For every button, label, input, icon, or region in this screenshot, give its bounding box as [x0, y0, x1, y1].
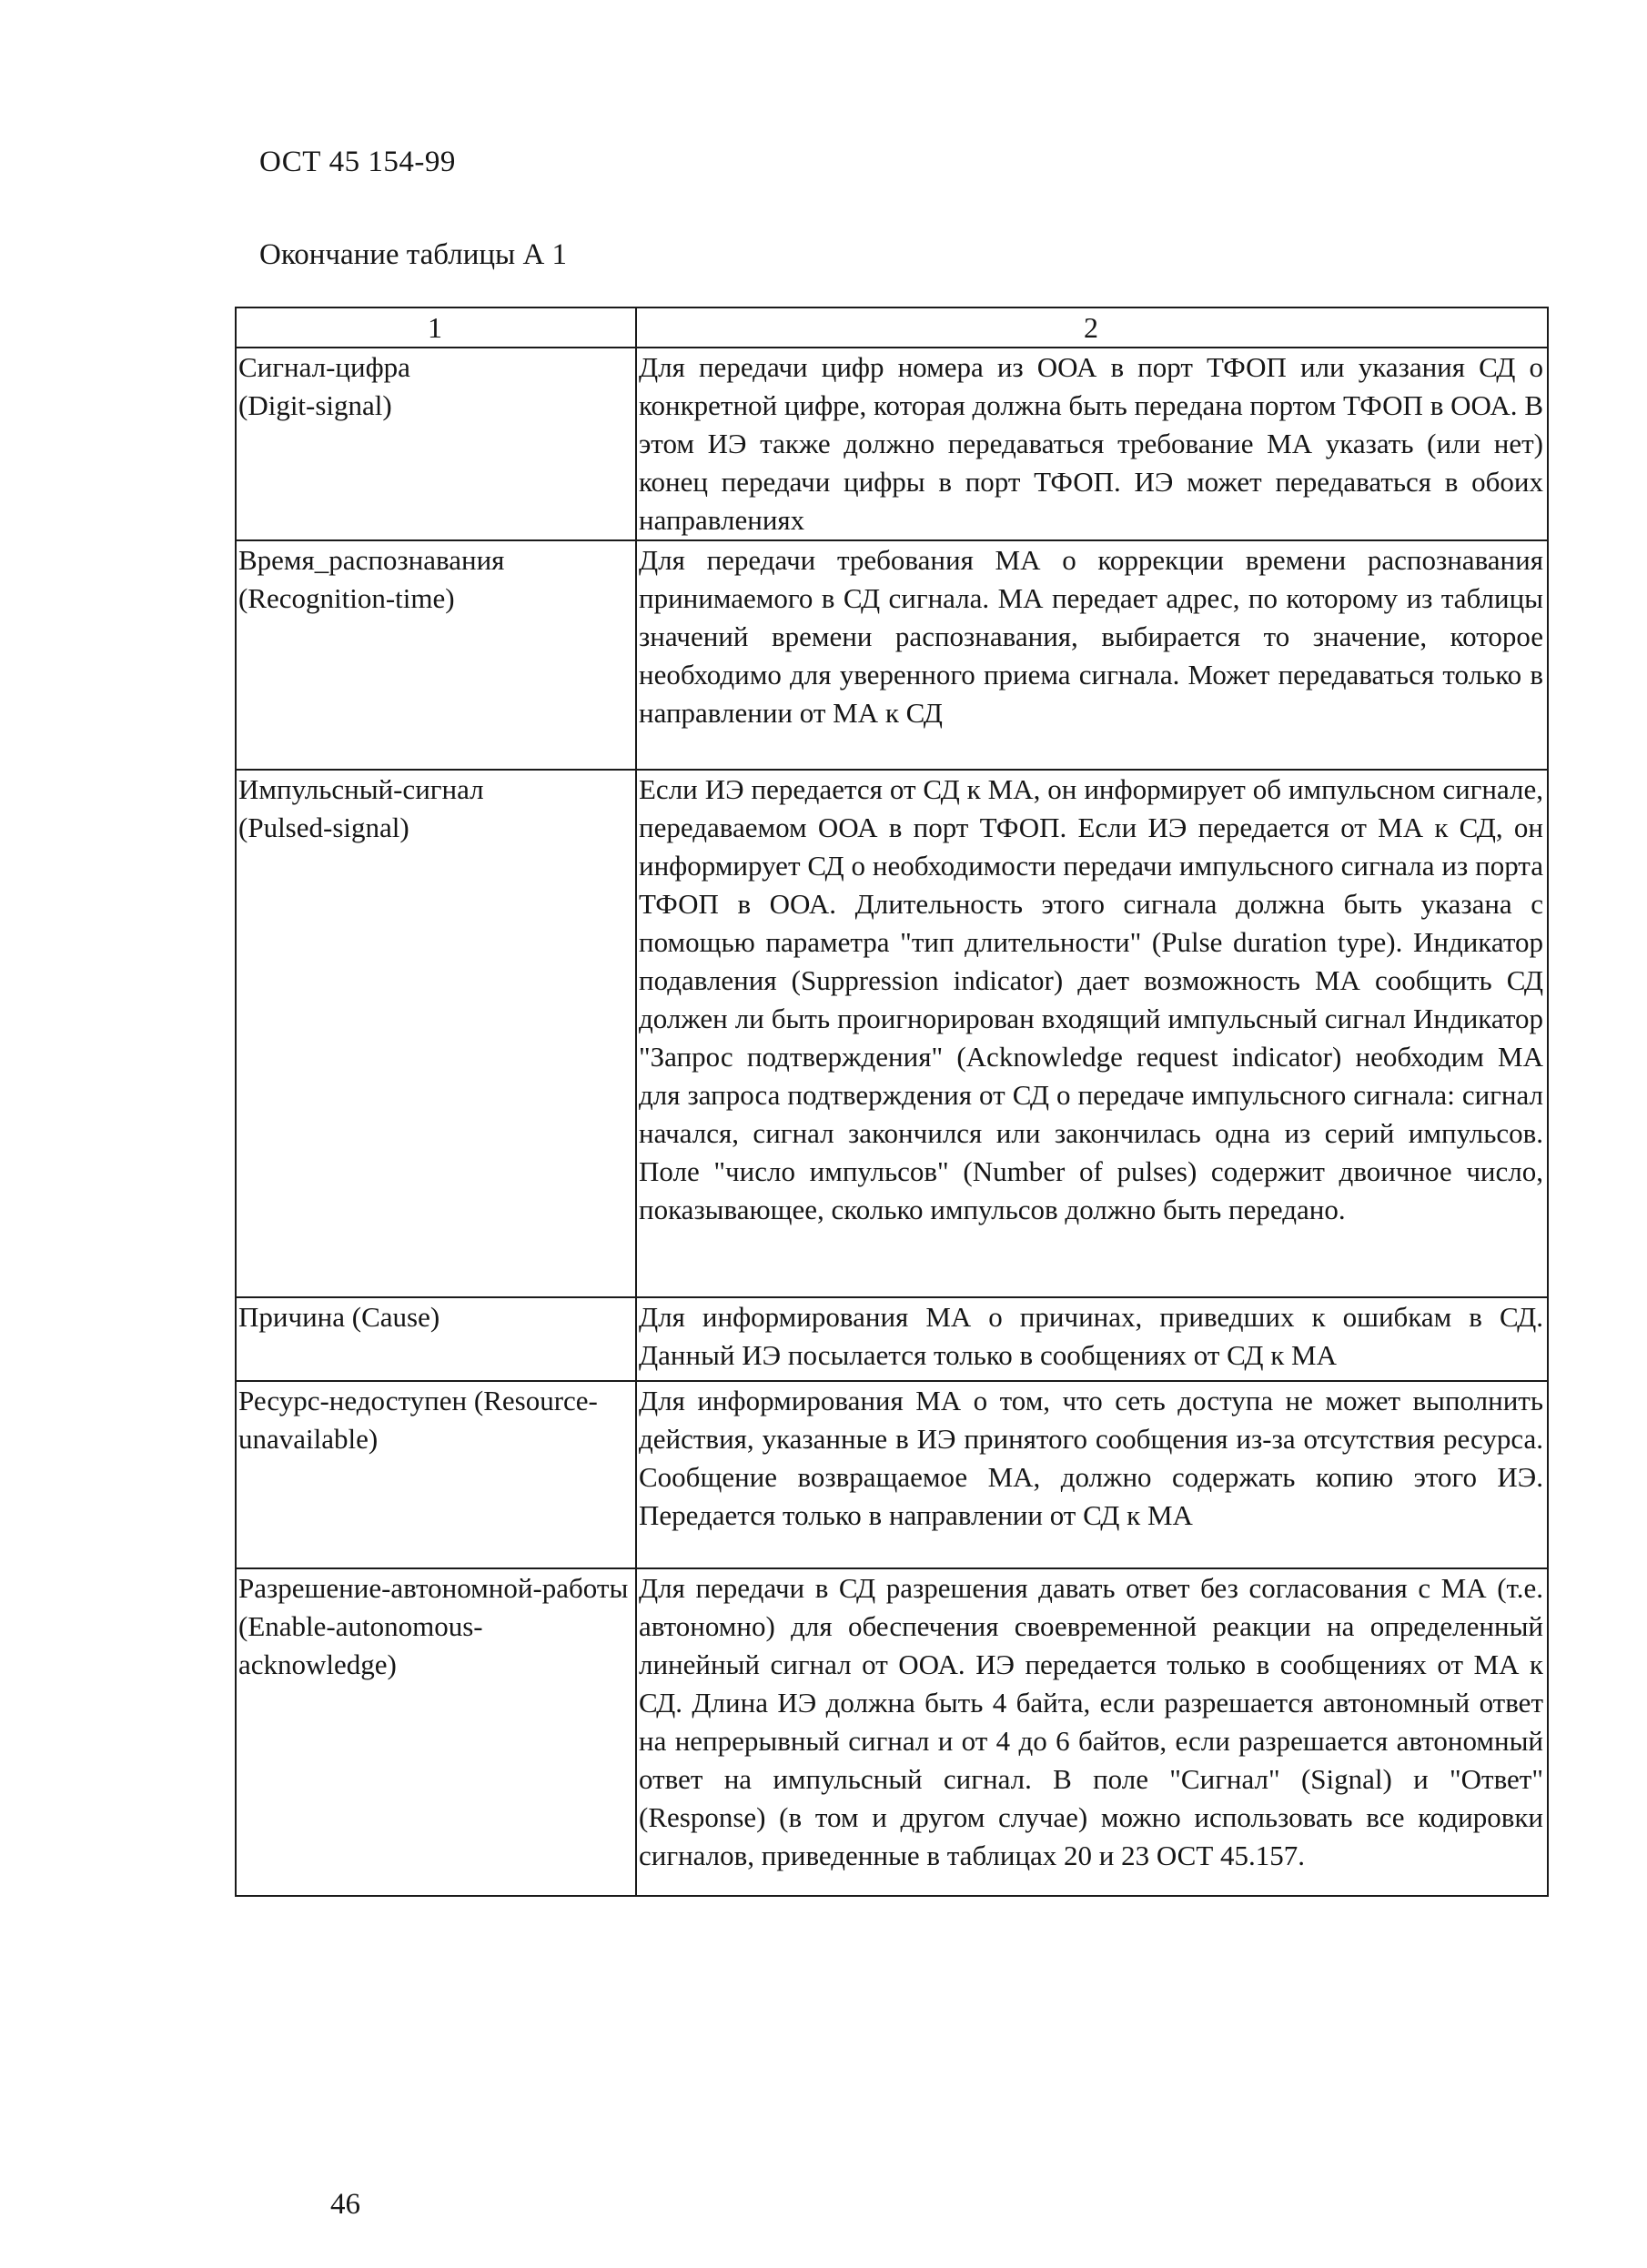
term-cell: Сигнал-цифра (Digit-signal): [236, 348, 636, 540]
term-cell: Ресурс-недоступен (Resource-unavailable): [236, 1381, 636, 1568]
column-header-1: 1: [236, 307, 636, 348]
document-code: ОСТ 45 154-99: [259, 146, 456, 178]
table-caption: Окончание таблицы А 1: [259, 238, 568, 271]
table-row: [236, 348, 1548, 540]
page-number: 46: [330, 2188, 360, 2221]
table-row: [236, 770, 1548, 1297]
table-row: [236, 1381, 1548, 1568]
term-cell: Импульсный-сигнал (Pulsed-signal): [236, 770, 636, 1297]
table-row: [236, 540, 1548, 770]
description-cell: Если ИЭ передается от СД к МА, он информирует об импульсном сигнале, передаваемом ООА в порт ТФОП. Если ИЭ передается от МА к СД, он информирует СД о необходимости передачи импульсного сигнала из порта ТФОП в ООА. Длительность этого сигнала должна быть указана с помощью параметра "тип длительности" (Pulse duration type). Индикатор подавления (Suppression indicator) дает возможность МА сообщить СД должен ли быть проигнорирован входящий импульсный сигнал Индикатор "Запрос подтверждения" (Acknowledge request indicator) необходим МА для запроса подтверждения от СД о передаче импульсного сигнала: сигнал начался, сигнал закончился или закончилась одна из серий импульсов. Поле "число импульсов" (Number of pulses) содержит двоичное число, показывающее, сколько импульсов должно быть передано.: [636, 770, 1548, 1297]
definitions-table: [235, 307, 1549, 1897]
description-cell: Для передачи в СД разрешения давать ответ без согласования с МА (т.е. автономно) для обеспечения своевременной реакции на определенный линейный сигнал от ООА. ИЭ передается только в сообщениях от МА к СД. Длина ИЭ должна быть 4 байта, если разрешается автономный ответ на непрерывный сигнал и от 4 до 6 байтов, если разрешается автономный ответ на импульсный сигнал. В поле "Сигнал" (Signal) и "Ответ" (Response) (в том и другом случае) можно использовать все кодировки сигналов, приведенные в таблицах 20 и 23 ОСТ 45.157.: [636, 1568, 1548, 1896]
table-row: [236, 1568, 1548, 1896]
term-cell: Разрешение-автономной-работы (Enable-autonomous-acknowledge): [236, 1568, 636, 1896]
term-cell: Время_распознавания (Recognition-time): [236, 540, 636, 770]
table-header-row: [236, 307, 1548, 348]
column-header-2: 2: [636, 307, 1548, 348]
table-row: [236, 1297, 1548, 1381]
description-cell: Для передачи требования МА о коррекции времени распознавания принимаемого в СД сигнала. МА передает адрес, по которому из таблицы значений времени распознавания, выбирается то значение, которое необходимо для уверенного приема сигнала. Может передаваться только в направлении от МА к СД: [636, 540, 1548, 770]
description-cell: Для информирования МА о том, что сеть доступа не может выполнить действия, указанные в ИЭ принятого сообщения из-за отсутствия ресурса. Сообщение возвращаемое МА, должно содержать копию этого ИЭ. Передается только в направлении от СД к МА: [636, 1381, 1548, 1568]
term-cell: Причина (Cause): [236, 1297, 636, 1381]
description-cell: Для передачи цифр номера из ООА в порт ТФОП или указания СД о конкретной цифре, которая должна быть передана портом ТФОП в ООА. В этом ИЭ также должно передаваться требование МА указать (или нет) конец передачи цифры в порт ТФОП. ИЭ может передаваться в обоих направлениях: [636, 348, 1548, 540]
description-cell: Для информирования МА о причинах, приведших к ошибкам в СД. Данный ИЭ посылается только в сообщениях от СД к МА: [636, 1297, 1548, 1381]
